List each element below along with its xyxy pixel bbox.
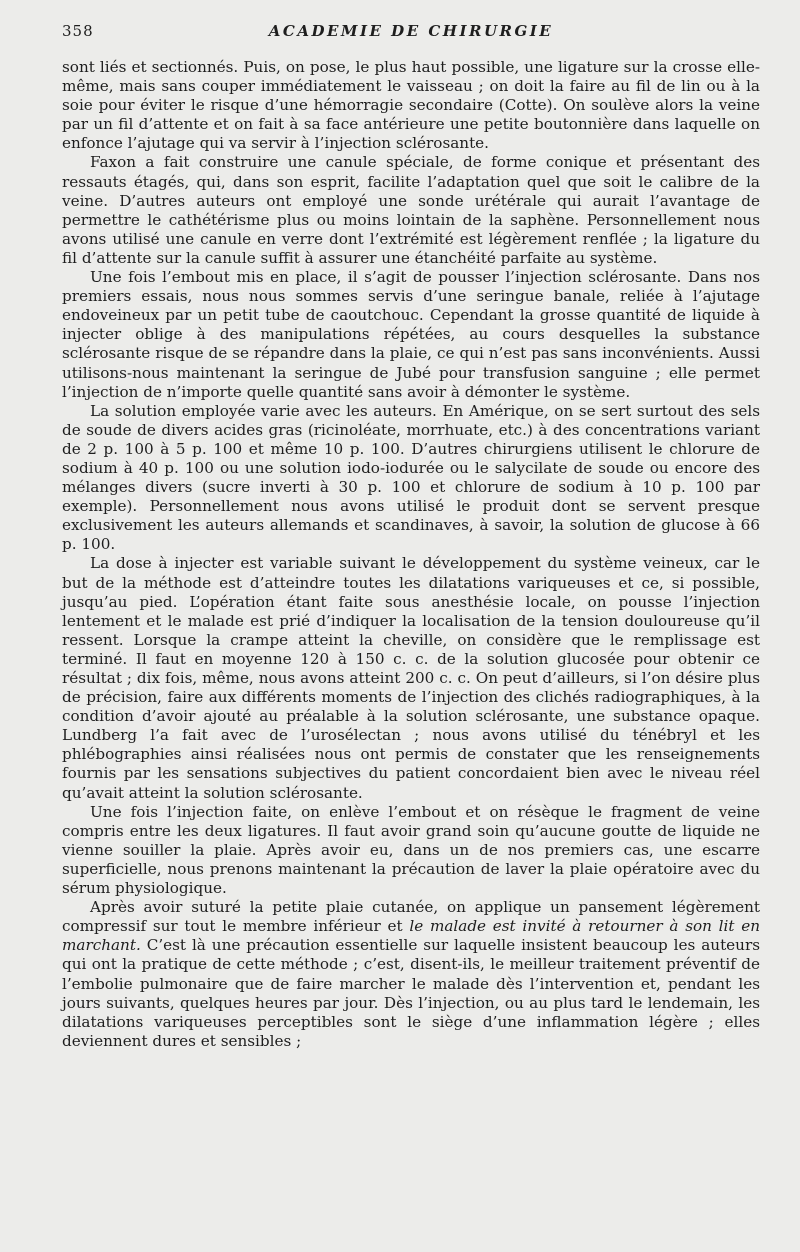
paragraph-7-before: Après avoir suturé la petite plaie cutanée, on applique un pansement légèrement compressif sur tout le membre inférieur et	[62, 898, 760, 936]
page-number: 358	[62, 22, 94, 40]
paragraph-2: Faxon a fait construire une canule spéciale, de forme conique et présentant des ressauts étagés, qui, dans son esprit, facilite l’adaptation quel que soit le calibre de la veine. D’autres auteurs ont employé une sonde urétérale qui aurait l’avantage de permettre le cathétérisme plus ou moins lointain de la saphène. Personnellement nous avons utilisé une canule en verre dont l’extrémité est légèrement renflée ; la ligature du fil d’attente sur la canule suffit à assurer une étanchéité parfaite au système.	[62, 153, 760, 267]
paragraph-7-italic: le malade est invité à retourner à son lit en marchant.	[62, 917, 761, 955]
paragraph-7-after: C’est là une précaution essentielle sur laquelle insistent beaucoup les auteurs qui ont la pratique de cette méthode ; c’est, disent-ils, le meilleur traitement préventif de l’embolie pulmonaire que de faire marcher le malade dès l’intervention et, pendant les jours suivants, quelques heures par jour. Dès l’injection, ou au plus tard le lendemain, les dilatations variqueuses perceptibles sont le siège d’une inflammation légère ; elles deviennent dures et sensibles ;	[62, 936, 760, 1050]
paragraph-1: sont liés et sectionnés. Puis, on pose, le plus haut possible, une ligature sur la crosse elle-même, mais sans couper immédiatement le vaisseau ; on doit la faire au fil de lin ou à la soie pour éviter le risque d’une hémorragie secondaire (Cotte). On soulève alors la veine par un fil d’attente et on fait à sa face antérieure une petite boutonnière dans laquelle on enfonce l’ajutage qui va servir à l’injection sclérosante.	[62, 58, 760, 153]
paragraph-4: La solution employée varie avec les auteurs. En Amérique, on se sert surtout des sels de soude de divers acides gras (ricinoléate, morrhuate, etc.) à des concentrations variant de 2 p. 100 à 5 p. 100 et même 10 p. 100. D’autres chirurgiens utilisent le chlorure de sodium à 40 p. 100 ou une solution iodo-iodurée ou le salycilate de soude ou encore des mélanges divers (sucre inverti à 30 p. 100 et chlorure de sodium à 10 p. 100 par exemple). Personnellement nous avons utilisé le produit dont se servent presque exclusivement les auteurs allemands et scandinaves, à savoir, la solution de glucose à 66 p. 100.	[62, 401, 760, 554]
page-header	[62, 22, 760, 50]
paragraph-3: Une fois l’embout mis en place, il s’agit de pousser l’injection sclérosante. Dans nos premiers essais, nous nous sommes servis d’une seringue banale, reliée à l’ajutage endoveineux par un petit tube de caoutchouc. Cependant la grosse quantité de liquide à injecter oblige à des manipulations répétées, au cours desquelles la substance sclérosante risque de se répandre dans la plaie, ce qui n’est pas sans inconvénients. Aussi utilisons-nous maintenant la seringue de Jubé pour transfusion sanguine ; elle permet l’injection de n’importe quelle quantité sans avoir à démonter le système.	[62, 268, 760, 401]
paragraph-7	[62, 898, 760, 1051]
running-title: ACADEMIE DE CHIRURGIE	[268, 22, 554, 40]
paragraph-5: La dose à injecter est variable suivant le développement du système veineux, car le but de la méthode est d’atteindre toutes les dilatations variqueuses et ce, si possible, jusqu’au pied. L’opération étant faite sous anesthésie locale, on pousse l’injection lentement et le malade est prié d’indiquer la localisation de la tension douloureuse qu’il ressent. Lorsque la crampe atteint la cheville, on considère que le remplissage est terminé. Il faut en moyenne 120 à 150 c. c. de la solution glucosée pour obtenir ce résultat ; dix fois, même, nous avons atteint 200 c. c. On peut d’ailleurs, si l’on désire plus de précision, faire aux différents moments de l’injection des clichés radiographiques, à la condition d’avoir ajouté au préalable à la solution sclérosante, une substance opaque. Lundberg l’a fait avec de l’urosélectan ; nous avons utilisé du ténébryl et les phlébographies ainsi réalisées nous ont permis de constater que les renseignements fournis par les sensations subjectives du patient concordaient bien avec le niveau réel qu’avait atteint la solution sclérosante.	[62, 554, 760, 802]
body-text	[62, 58, 760, 1051]
paragraph-6: Une fois l’injection faite, on enlève l’embout et on résèque le fragment de veine compris entre les deux ligatures. Il faut avoir grand soin qu’aucune goutte de liquide ne vienne souiller la plaie. Après avoir eu, dans un de nos premiers cas, une escarre superficielle, nous prenons maintenant la précaution de laver la plaie opératoire avec du sérum physiologique.	[62, 802, 760, 898]
